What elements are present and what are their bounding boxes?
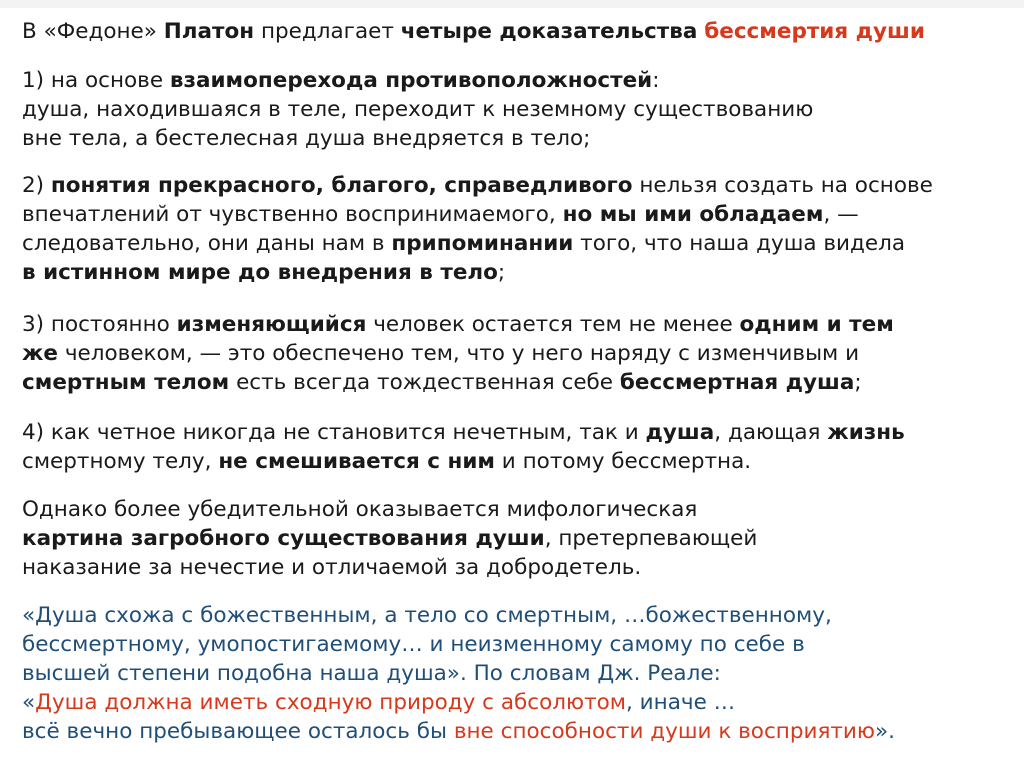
proof-3-line: же человеком, — это обеспечено тем, что у него наряду с изменчивым и bbox=[22, 341, 860, 366]
bold-phrase: изменяющийся bbox=[176, 312, 367, 337]
proof-1-line: 1) на основе взаимоперехода противоположностей: bbox=[22, 68, 660, 93]
proof-4-line: смертному телу, не смешивается с ним и потому бессмертна. bbox=[22, 449, 752, 474]
quote-line: бессмертному, умопостигаемому… и неизменному самому по себе в bbox=[22, 632, 805, 657]
quote-block bbox=[22, 601, 1012, 746]
paragraph-line: наказание за нечестие и отличаемой за добродетель. bbox=[22, 555, 642, 580]
proof-2-line: впечатлений от чувственно воспринимаемого, но мы ими обладаем, — bbox=[22, 202, 859, 227]
mythological-picture bbox=[22, 495, 1012, 582]
proof-2-line: следовательно, они даны нам в припоминании того, что наша душа видела bbox=[22, 231, 906, 256]
proof-2-line: 2) понятия прекрасного, благого, справедливого нельзя создать на основе bbox=[22, 173, 933, 198]
proof-1-line: вне тела, а бестелесная душа внедряется в тело; bbox=[22, 126, 591, 151]
bold-phrase: припоминании bbox=[391, 231, 574, 256]
proof-3-line: смертным телом есть всегда тождественная себе бессмертная душа; bbox=[22, 370, 862, 395]
proof-4-line: 4) как четное никогда не становится нечетным, так и душа, дающая жизнь bbox=[22, 420, 905, 445]
paragraph-line: картина загробного существования души, претерпевающей bbox=[22, 526, 758, 551]
bold-phrase: смертным телом bbox=[22, 370, 230, 395]
bold-phrase: душа bbox=[645, 420, 715, 445]
title-text: предлагает bbox=[254, 19, 401, 44]
title-highlight: бессмертия души bbox=[704, 19, 925, 44]
proof-3-line: 3) постоянно изменяющийся человек остается тем не менее одним и тем bbox=[22, 312, 894, 337]
bold-phrase: но мы ими обладаем bbox=[562, 202, 824, 227]
bold-phrase: не смешивается с ним bbox=[218, 449, 495, 474]
bold-phrase: одним и тем bbox=[739, 312, 894, 337]
bold-phrase: взаимоперехода противоположностей bbox=[169, 68, 653, 93]
paragraph-line: Однако более убедительной оказывается мифологическая bbox=[22, 497, 698, 522]
bold-phrase: картина загробного существования души bbox=[22, 526, 545, 551]
proof-2-line: в истинном мире до внедрения в тело; bbox=[22, 260, 506, 285]
bold-phrase: в истинном мире до внедрения в тело bbox=[22, 260, 498, 285]
quote-line: высшей степени подобна наша душа». По словам Дж. Реале: bbox=[22, 661, 721, 686]
quote-highlight: Душа должна иметь сходную природу с абсолютом bbox=[35, 690, 626, 715]
quote-line: «Душа схожа с божественным, а тело со смертным, …божественному, bbox=[22, 603, 832, 628]
title-bold-plato: Платон bbox=[163, 19, 255, 44]
bold-phrase: бессмертная душа bbox=[619, 370, 855, 395]
bold-phrase: жизнь bbox=[827, 420, 905, 445]
top-strip bbox=[0, 0, 1024, 8]
quote-line: всё вечно пребывающее осталось бы вне способности души к восприятию». bbox=[22, 719, 895, 744]
quote-line: «Душа должна иметь сходную природу с абсолютом, иначе … bbox=[22, 690, 736, 715]
slide-title bbox=[22, 17, 1012, 46]
title-bold-proofs: четыре доказательства bbox=[400, 19, 698, 44]
proof-1-line: душа, находившаяся в теле, переходит к неземному существованию bbox=[22, 97, 814, 122]
quote-highlight: вне способности души к восприятию bbox=[453, 719, 875, 744]
title-text: В «Федоне» bbox=[22, 19, 164, 44]
proof-1 bbox=[22, 66, 1012, 153]
proof-2 bbox=[22, 171, 1012, 287]
bold-phrase: понятия прекрасного, благого, справедливого bbox=[50, 173, 633, 198]
proof-4 bbox=[22, 418, 1012, 476]
proof-3 bbox=[22, 310, 1012, 397]
bold-phrase: же bbox=[22, 341, 58, 366]
